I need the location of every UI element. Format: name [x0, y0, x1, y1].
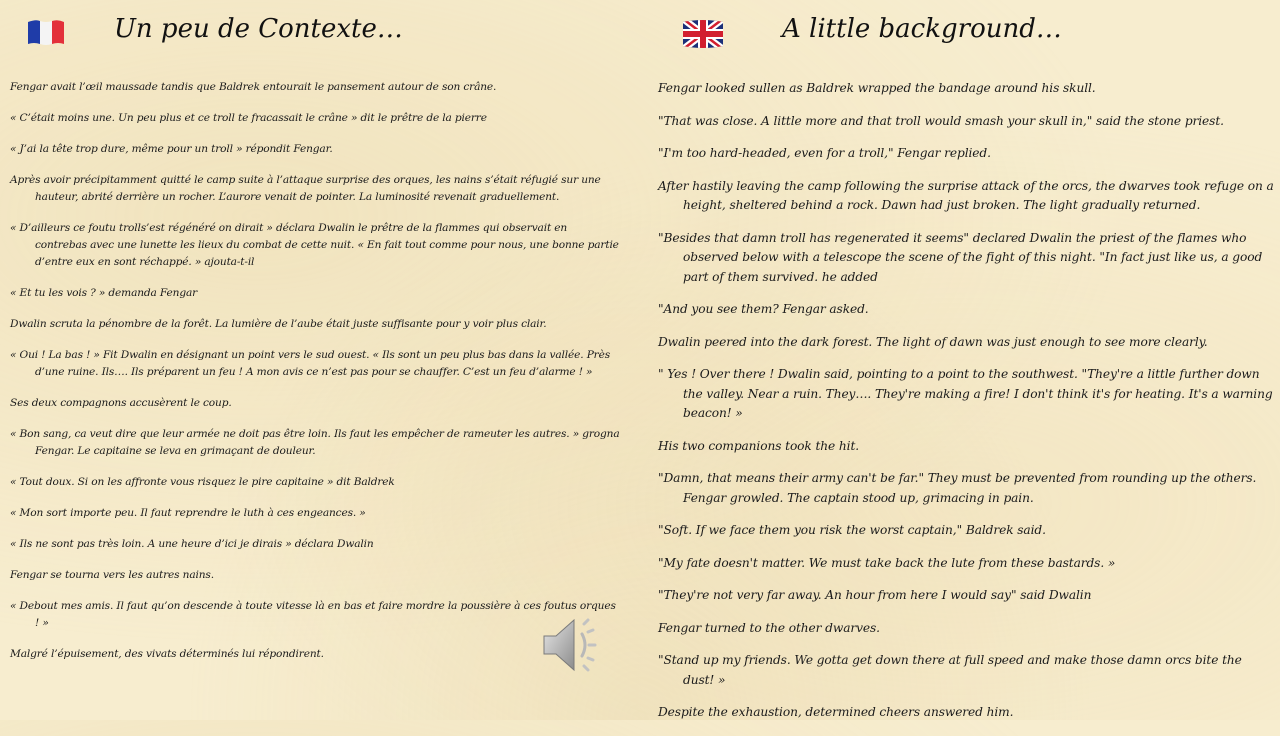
english-paragraph: Fengar turned to the other dwarves. [658, 620, 880, 635]
english-paragraph: "My fate doesn't matter. We must take back the lute from these bastards. » [658, 555, 1116, 570]
french-paragraph: Après avoir précipitamment quitté le camp suite à l’attaque surprise des orques, les nains s’était réfugié sur une hauteur, abrité derrière un rocher. L’aurore venait de pointer. La luminosité revenait graduellement. [10, 174, 601, 203]
french-paragraph: Dwalin scruta la pénombre de la forêt. La lumière de l’aube était juste suffisante pour y voir plus clair. [10, 318, 547, 330]
french-paragraph: « Bon sang, ca veut dire que leur armée ne doit pas être loin. Ils faut les empêcher de rameuter les autres. » grogna Fengar. Le capitaine se leva en grimaçant de douleur. [10, 428, 620, 457]
france-flag-icon [26, 18, 66, 46]
english-paragraph: " Yes ! Over there ! Dwalin said, pointing to a point to the southwest. "They're a little further down the valley. Near a ruin. They…. They're making a fire! I don't think it's for heating. It's a warning beacon! » [658, 367, 1273, 420]
english-paragraph: "And you see them? Fengar asked. [658, 302, 869, 316]
french-paragraph: Fengar avait l’œil maussade tandis que Baldrek entourait le pansement autour de son crâne. [10, 81, 497, 93]
french-paragraph: Fengar se tourna vers les autres nains. [10, 569, 214, 581]
french-paragraph: « Debout mes amis. Il faut qu’on descende à toute vitesse là en bas et faire mordre la poussière à ces foutus orques ! » [10, 600, 616, 629]
english-paragraph: Fengar looked sullen as Baldrek wrapped the bandage around his skull. [658, 81, 1096, 95]
french-paragraph: Ses deux compagnons accusèrent le coup. [10, 397, 232, 409]
french-paragraph: « C’était moins une. Un peu plus et ce troll te fracassait le crâne » dit le prêtre de la pierre [10, 112, 487, 124]
french-title: Un peu de Contexte… [114, 14, 403, 44]
french-text [10, 79, 622, 677]
english-paragraph: His two companions took the hit. [658, 438, 860, 453]
uk-flag-icon [682, 18, 724, 48]
french-paragraph: « D’ailleurs ce foutu trolls’est régénéré on dirait » déclara Dwalin le prêtre de la flammes qui observait en contrebas avec une lunette les lieux du combat de cette nuit. « En fait tout comme pour nous, une bonne partie d’entre eux en sont réchappé. » ajouta-t-il [10, 222, 619, 268]
english-paragraph: "Soft. If we face them you risk the worst captain," Baldrek said. [658, 523, 1046, 537]
french-paragraph: Malgré l’épuisement, des vivats déterminés lui répondirent. [10, 648, 324, 660]
english-text [658, 79, 1274, 736]
english-paragraph: "I'm too hard-headed, even for a troll," Fengar replied. [658, 146, 991, 160]
english-paragraph: "They're not very far away. An hour from here I would say" said Dwalin [658, 588, 1092, 602]
english-paragraph: After hastily leaving the camp following the surprise attack of the orcs, the dwarves took refuge on a height, sheltered behind a rock. Dawn had just broken. The light gradually returned. [658, 178, 1274, 212]
french-paragraph: « Mon sort importe peu. Il faut reprendre le luth à ces engeances. » [10, 507, 366, 519]
english-title: A little background… [782, 14, 1062, 44]
speaker-icon[interactable] [540, 614, 604, 676]
french-paragraph: « J’ai la tête trop dure, même pour un troll » répondit Fengar. [10, 143, 333, 155]
french-paragraph: « Oui ! La bas ! » Fit Dwalin en désignant un point vers le sud ouest. « Ils sont un peu plus bas dans la vallée. Près d’une ruine. Ils…. Ils préparent un feu ! A mon avis ce n’est pas pour se chauffer. C’est un feu d’alarme ! » [10, 349, 610, 378]
french-paragraph: « Et tu les vois ? » demanda Fengar [10, 287, 198, 299]
english-paragraph: "Damn, that means their army can't be far." They must be prevented from rounding up the others. Fengar growled. The captain stood up, grimacing in pain. [658, 471, 1257, 505]
english-paragraph: "That was close. A little more and that troll would smash your skull in," said the stone priest. [658, 113, 1224, 128]
english-paragraph: "Stand up my friends. We gotta get down there at full speed and make those damn orcs bite the dust! » [658, 653, 1242, 687]
english-paragraph: "Besides that damn troll has regenerated it seems" declared Dwalin the priest of the flames who observed below with a telescope the scene of the fight of this night. "In fact just like us, a good part of them survived. he added [658, 230, 1263, 284]
french-paragraph: « Tout doux. Si on les affronte vous risquez le pire capitaine » dit Baldrek [10, 476, 395, 488]
english-paragraph: Despite the exhaustion, determined cheers answered him. [658, 705, 1014, 719]
french-paragraph: « Ils ne sont pas très loin. A une heure d’ici je dirais » déclara Dwalin [10, 538, 374, 550]
english-paragraph: Dwalin peered into the dark forest. The light of dawn was just enough to see more clearly. [658, 334, 1208, 349]
